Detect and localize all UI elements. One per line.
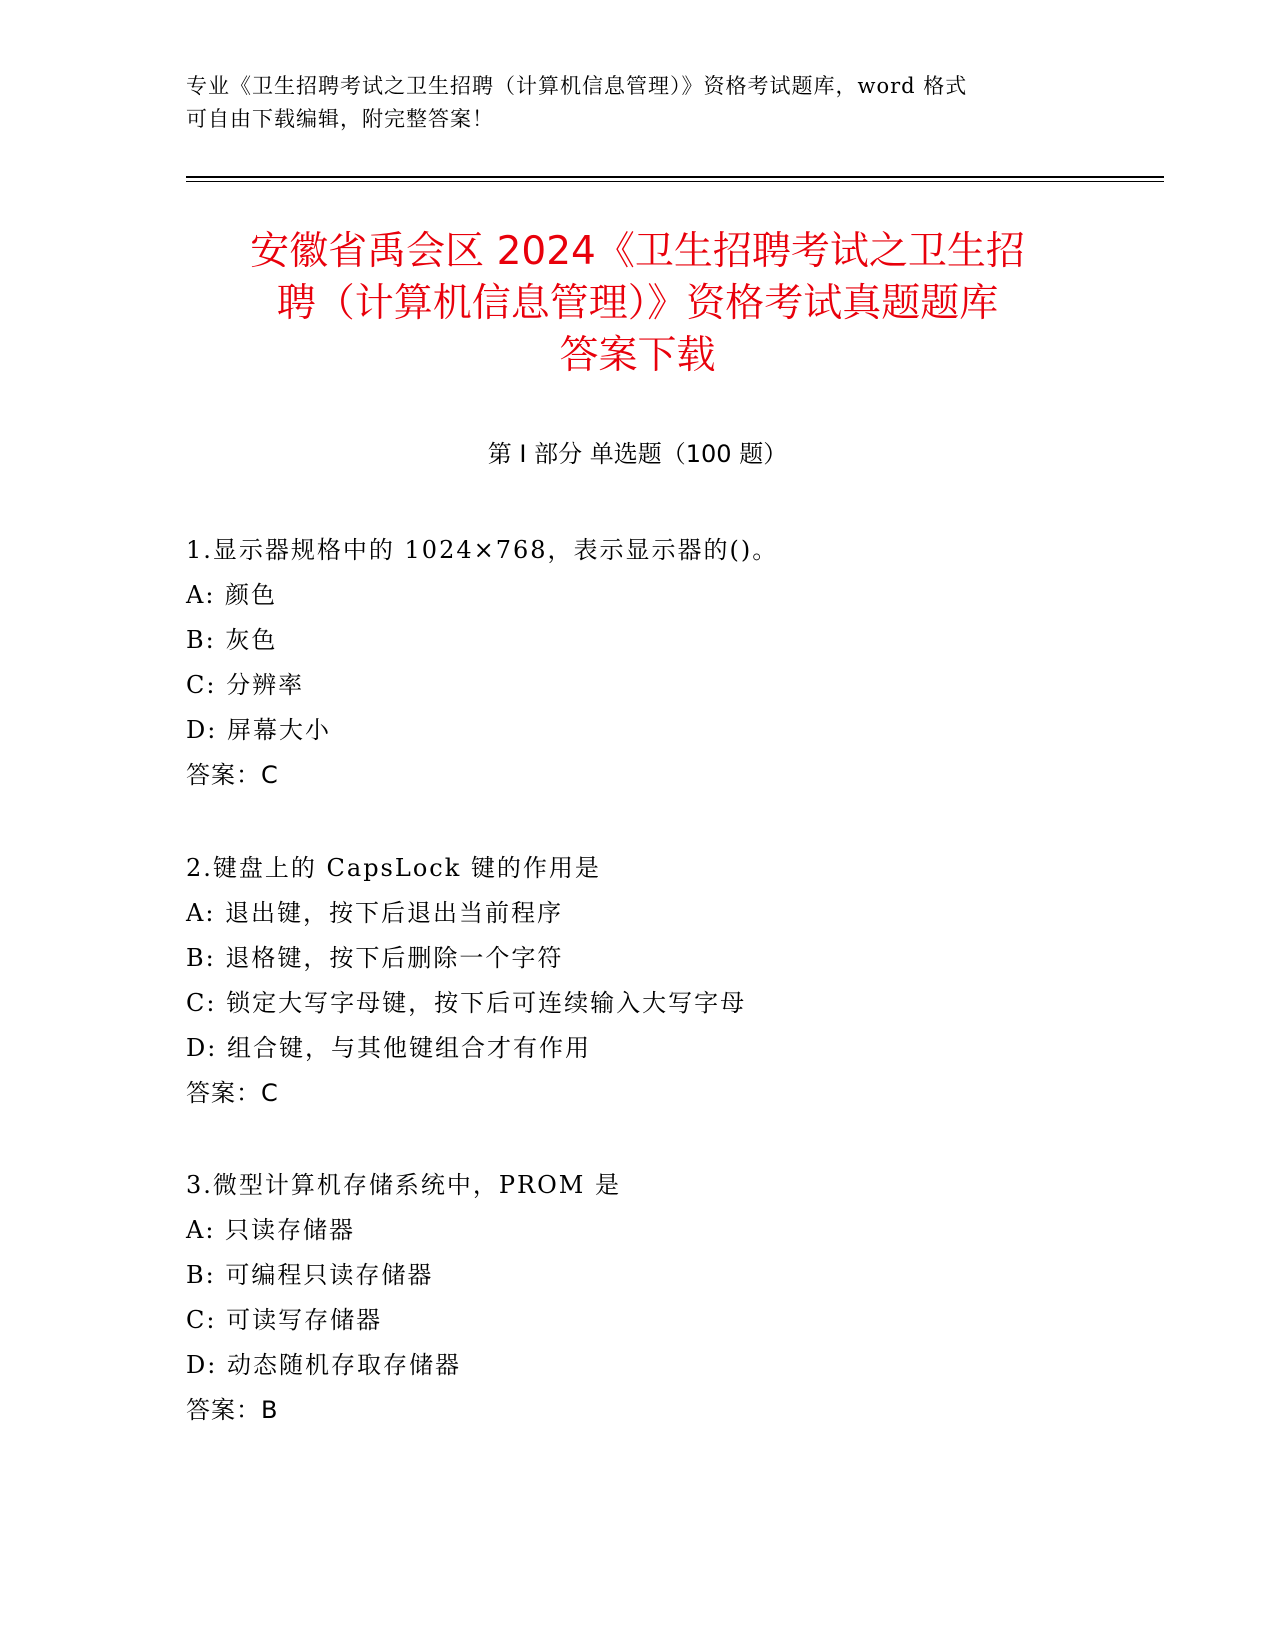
option-a: A: 退出键，按下后退出当前程序: [186, 899, 564, 927]
option-d: D: 屏幕大小: [186, 716, 331, 744]
question-stem: 2.键盘上的 CapsLock 键的作用是: [186, 854, 601, 882]
header-note-line-2: 可自由下载编辑，附完整答案！: [186, 107, 494, 131]
option-a: A: 只读存储器: [186, 1216, 356, 1244]
section-heading: 第 I 部分 单选题（100 题）: [487, 440, 788, 468]
question-stem: 3.微型计算机存储系统中，PROM 是: [186, 1171, 621, 1199]
option-b: B: 退格键，按下后删除一个字符: [186, 944, 564, 972]
option-b: B: 可编程只读存储器: [186, 1261, 434, 1289]
header-note-line-1: 专业《卫生招聘考试之卫生招聘（计算机信息管理）》资格考试题库，word 格式: [186, 74, 968, 98]
header-divider-thick: [186, 176, 1164, 178]
header-divider-thin: [186, 181, 1164, 182]
option-d: D: 组合键，与其他键组合才有作用: [186, 1034, 591, 1062]
document-title-line-1: 安徽省禹会区 2024《卫生招聘考试之卫生招: [250, 229, 1025, 274]
document-title-line-3: 答案下载: [559, 333, 716, 378]
question-stem: 1.显示器规格中的 1024×768，表示显示器的()。: [186, 536, 779, 564]
answer-line: 答案：C: [186, 1079, 279, 1107]
option-c: C: 可读写存储器: [186, 1306, 383, 1334]
header-note: [186, 70, 1086, 136]
option-c: C: 分辨率: [186, 671, 305, 699]
option-b: B: 灰色: [186, 626, 278, 654]
option-d: D: 动态随机存取存储器: [186, 1351, 461, 1379]
question-2: [186, 846, 1086, 1116]
document-title-line-2: 聘（计算机信息管理）》资格考试真题题库: [276, 281, 999, 326]
option-a: A: 颜色: [186, 581, 278, 609]
option-c: C: 锁定大写字母键，按下后可连续输入大写字母: [186, 989, 747, 1017]
question-3: [186, 1163, 1086, 1433]
answer-line: 答案：C: [186, 761, 279, 789]
question-1: [186, 528, 1086, 798]
answer-line: 答案：B: [186, 1396, 279, 1424]
document-title: [150, 226, 1125, 382]
